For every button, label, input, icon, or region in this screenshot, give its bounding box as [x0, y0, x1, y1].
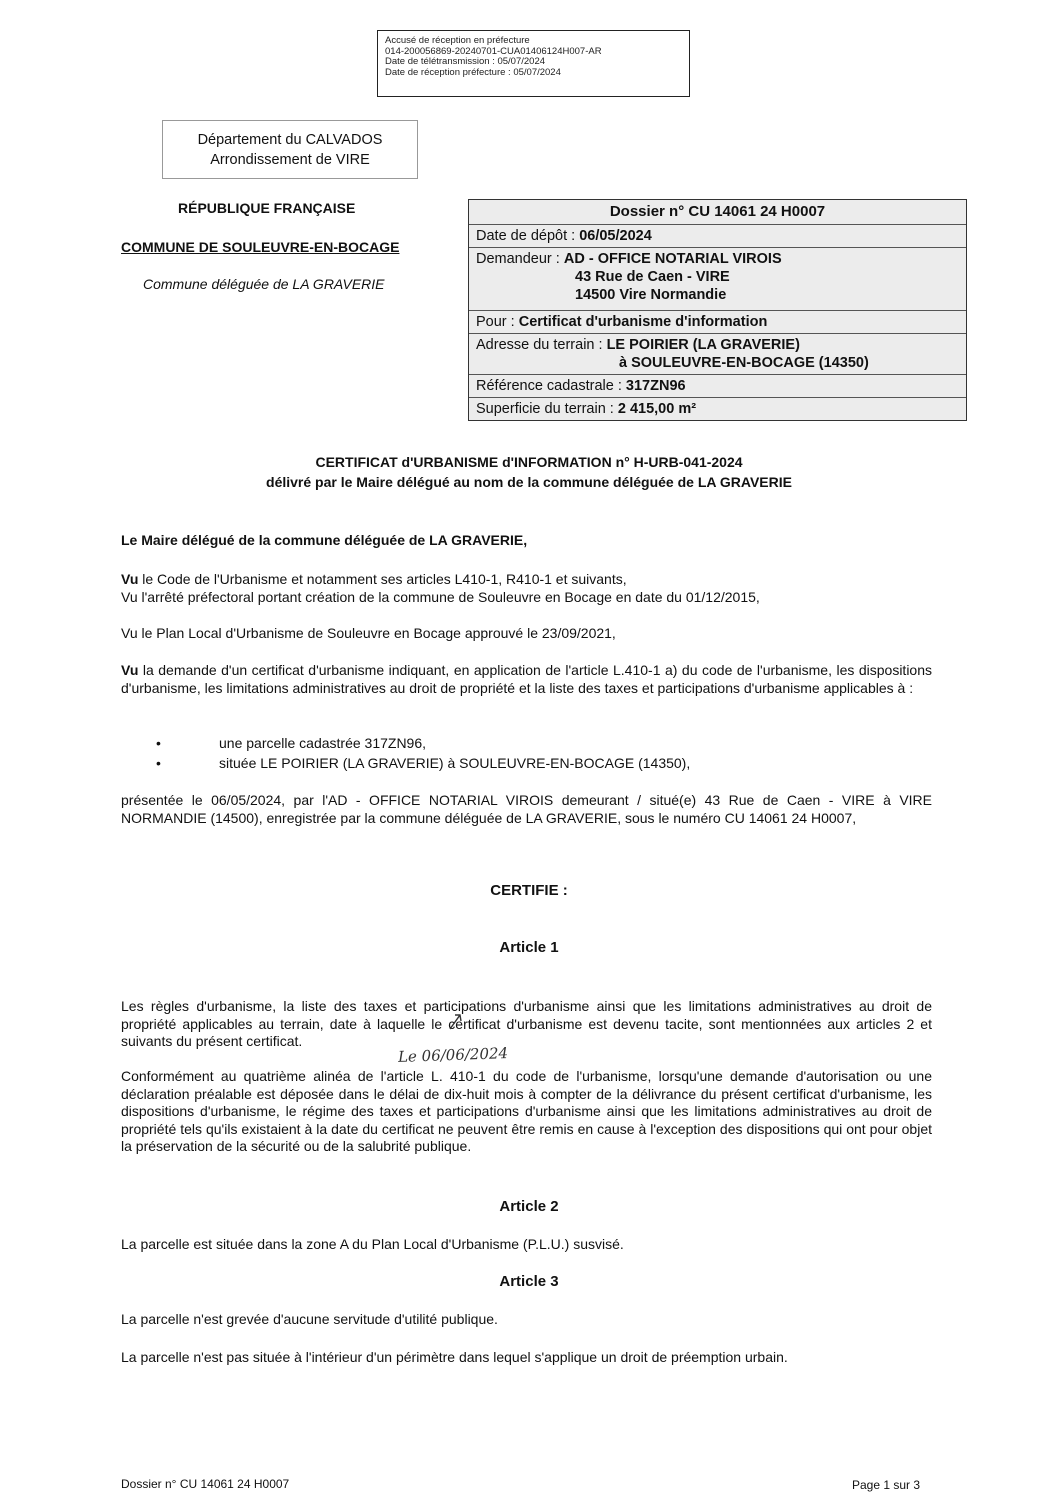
adresse-row — [469, 333, 966, 374]
article-1-title: Article 1 — [499, 939, 559, 956]
depot-label: Date de dépôt : — [476, 228, 580, 244]
adresse-value-1: LE POIRIER (LA GRAVERIE) — [606, 337, 800, 353]
vu-lead: Vu — [121, 571, 139, 587]
republique-heading: RÉPUBLIQUE FRANÇAISE — [178, 200, 356, 216]
handwritten-arrow-icon — [446, 1009, 468, 1031]
article-2-paragraph: La parcelle est située dans la zone A du Plan Local d'Urbanisme (P.L.U.) susvisé. — [121, 1236, 624, 1252]
maire-line: Le Maire délégué de la commune déléguée de LA GRAVERIE, — [121, 532, 528, 548]
vu-code-urbanisme — [121, 571, 932, 589]
vu-arrete: Vu l'arrêté préfectoral portant création de la commune de Souleuvre en Bocage en date du 01/12/2015, — [121, 589, 760, 605]
certificate-subtitle: délivré par le Maire délégué au nom de la commune déléguée de LA GRAVERIE — [266, 474, 792, 490]
pour-row — [469, 310, 966, 333]
article-1-paragraph-2: Conformément au quatrième alinéa de l'article L. 410-1 du code de l'urbanisme, lorsqu'une demande d'autorisation ou une déclaration préalable est déposée dans le délai de dix-huit mois à compter de la délivrance du présent certificat d'urbanisme, les dispositions d'urbanisme, le régime des taxes et participations d'urbanisme ainsi que les limitations administratives au droit de propriété tels qu'ils existaient à la date du certificat ne peuvent être remis en cause à l'exception des dispositions qui ont pour objet la préservation de la sécurité ou de la salubrité publique. — [121, 1068, 932, 1154]
pour-label: Pour : — [476, 314, 519, 330]
footer-page-number: Page 1 sur 3 — [852, 1478, 921, 1492]
demandeur-row — [469, 247, 966, 310]
commune-heading: COMMUNE DE SOULEUVRE-EN-BOCAGE — [121, 239, 400, 255]
receipt-line: Date de réception préfecture : 05/07/2024 — [385, 66, 561, 78]
receipt-stamp — [377, 30, 690, 97]
receipt-line: 014-200056869-20240701-CUA01406124H007-AR — [385, 45, 602, 57]
article-3-paragraph-1: La parcelle n'est grevée d'aucune servitude d'utilité publique. — [121, 1311, 498, 1327]
vu-plu: Vu le Plan Local d'Urbanisme de Souleuvre en Bocage approuvé le 23/09/2021, — [121, 625, 616, 641]
article-2-title: Article 2 — [499, 1198, 559, 1215]
bullet-marker: • — [156, 735, 161, 751]
adresse-label: Adresse du terrain : — [476, 337, 607, 353]
presentee-paragraph: présentée le 06/05/2024, par l'AD - OFFICE NOTARIAL VIROIS demeurant / situé(e) 43 Rue de Caen - VIRE à VIRE NORMANDIE (14500), enregistrée par la commune déléguée de LA GRAVERIE, sous le numéro CU 14061 24 H0007, — [121, 792, 932, 826]
demandeur-label: Demandeur : — [476, 251, 564, 267]
article-3-paragraph-2: La parcelle n'est pas située à l'intérieur d'un périmètre dans lequel s'applique un droit de préemption urbain. — [121, 1349, 788, 1365]
superficie-row — [469, 397, 966, 420]
bullet-parcelle: une parcelle cadastrée 317ZN96, — [219, 735, 427, 751]
dossier-box — [468, 199, 967, 421]
vu-text: la demande d'un certificat d'urbanisme indiquant, en application de l'article L.410-1 a) du code de l'urbanisme, les dispositions d'urbanisme, les limitations administratives au droit de propriété et la liste des taxes et participations d'urbanisme applicables à : — [121, 662, 932, 696]
vu-text: le Code de l'Urbanisme et notamment ses articles L410-1, R410-1 et suivants, — [138, 571, 627, 587]
superficie-label: Superficie du terrain : — [476, 401, 618, 417]
bullet-situee: située LE POIRIER (LA GRAVERIE) à SOULEUVRE-EN-BOCAGE (14350), — [219, 755, 691, 771]
vu-demande — [121, 662, 932, 697]
pour-value: Certificat d'urbanisme d'information — [518, 314, 768, 330]
cadastre-value: 317ZN96 — [625, 378, 686, 394]
cadastre-label: Référence cadastrale : — [476, 378, 626, 394]
commune-deleguee: Commune déléguée de LA GRAVERIE — [143, 276, 385, 292]
article-3-title: Article 3 — [499, 1273, 559, 1290]
cadastre-row — [469, 374, 966, 397]
footer-dossier: Dossier n° CU 14061 24 H0007 — [121, 1477, 290, 1491]
adresse-value-2: à SOULEUVRE-EN-BOCAGE (14350) — [619, 355, 869, 371]
superficie-value: 2 415,00 m² — [617, 401, 697, 417]
handwritten-date: Le 06/06/2024 — [397, 1044, 509, 1066]
receipt-line: Accusé de réception en préfecture — [385, 35, 530, 46]
depot-row — [469, 224, 966, 247]
department-box — [162, 120, 418, 179]
certificate-title: CERTIFICAT d'URBANISME d'INFORMATION n° H-URB-041-2024 — [315, 454, 743, 470]
receipt-line: Date de télétransmission : 05/07/2024 — [385, 56, 546, 67]
departement-label: Département du CALVADOS — [197, 132, 383, 148]
bullet-marker: • — [156, 755, 161, 771]
vu-lead: Vu — [121, 662, 139, 678]
article-1-paragraph-1: Les règles d'urbanisme, la liste des taxes et participations d'urbanisme ainsi que les limitations administratives au droit de propriété applicables au terrain, date à laquelle le certificat d'urbanisme est devenu tacite, sont mentionnées aux articles 2 et suivants du présent certificat. — [121, 998, 932, 1049]
certifie-heading: CERTIFIE : — [490, 882, 568, 899]
demandeur-address-1: 43 Rue de Caen - VIRE — [575, 269, 730, 285]
demandeur-address-2: 14500 Vire Normandie — [575, 287, 727, 303]
depot-value: 06/05/2024 — [579, 228, 652, 244]
arrondissement-label: Arrondissement de VIRE — [210, 152, 370, 168]
dossier-title: Dossier n° CU 14061 24 H0007 — [609, 203, 826, 220]
demandeur-name: AD - OFFICE NOTARIAL VIROIS — [563, 251, 782, 267]
